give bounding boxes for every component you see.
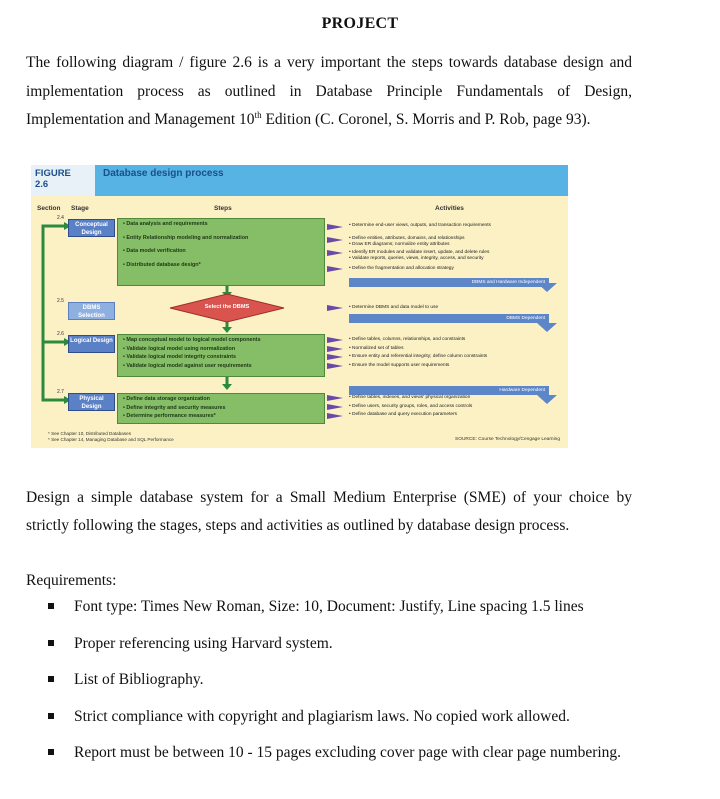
activity-item: • Define entities, attributes, domains, and relationships: [349, 235, 465, 241]
activity-arrow: [327, 413, 343, 419]
activity-arrow: [327, 346, 343, 352]
activity-item: • Define users, security groups, roles, and access controls: [349, 403, 473, 409]
activity-arrow: [327, 337, 343, 343]
figure-title: Database design process: [103, 168, 224, 179]
bullet-icon: [48, 640, 54, 646]
activity-item: • Ensure entity and referential integrity; define column constraints: [349, 354, 488, 359]
task-paragraph: Design a simple database system for a Small Medium Enterprise (SME) of your choice by strictly following the stages, steps and activities as outlined by database design process.: [26, 489, 632, 534]
list-item: Strict compliance with copyright and plagiarism laws. No copied work allowed.: [42, 707, 632, 726]
list-item: Proper referencing using Harvard system.: [42, 634, 632, 653]
list-item: Report must be between 10 - 15 pages excluding cover page with clear page numbering.: [42, 743, 632, 762]
loop-connector: [43, 226, 68, 400]
figure-source: SOURCE: Course Technology/Cengage Learning: [455, 437, 560, 442]
flow-arrow-3: [222, 384, 232, 390]
step-item: • Data analysis and requirements: [123, 221, 208, 227]
activity-item: • Normalized set of tables: [349, 345, 404, 351]
dependency-bar-hardware-dependent: Hardware Dependent: [349, 386, 549, 395]
section-number: 2.5: [57, 298, 64, 304]
list-item: Font type: Times New Roman, Size: 10, Document: Justify, Line spacing 1.5 lines: [42, 597, 632, 616]
activity-arrow: [327, 237, 343, 243]
requirements-list: [42, 597, 632, 780]
activity-item: • Ensure the model supports user requirements: [349, 362, 450, 368]
dependency-bar-independent: DBMS and Hardware Independent: [349, 278, 549, 287]
stage-physical-design: Physical Design: [68, 393, 115, 411]
section-number: 2.7: [57, 389, 64, 395]
dependency-down-arrow: [537, 323, 557, 332]
stage-conceptual-design: Conceptual Design: [68, 219, 115, 237]
steps-logical-design: [117, 334, 325, 377]
activity-item: • Define database and query execution parameters: [349, 412, 458, 417]
figure-label: FIGURE 2.6: [31, 165, 97, 196]
activity-item: • Determine DBMS and data model to use: [349, 305, 439, 310]
col-header-stage: Stage: [71, 205, 89, 212]
activity-arrow: [327, 250, 343, 256]
step-item: • Validate logical model against user requirements: [123, 362, 252, 369]
stage-logical-design: Logical Design: [68, 335, 115, 353]
activity-item: • Define tables, columns, relationships, and constraints: [349, 337, 466, 342]
col-header-activities: Activities: [435, 205, 464, 212]
steps-conceptual-design: [117, 218, 325, 286]
page-title: PROJECT: [321, 15, 399, 32]
section-number: 2.4: [57, 215, 64, 221]
list-item: List of Bibliography.: [42, 670, 632, 689]
step-item: • Map conceptual model to logical model components: [123, 337, 261, 343]
step-item: • Entity Relationship modeling and normalization: [123, 234, 249, 241]
step-item: • Define data storage organization: [123, 396, 210, 402]
activity-item: • Validate reports, queries, views, integrity, access, and security: [349, 256, 484, 261]
database-design-figure: [31, 165, 568, 448]
activity-arrow: [327, 224, 343, 230]
flow-arrow-2: [222, 327, 232, 333]
activity-item: • Define the fragmentation and allocation strategy: [349, 265, 454, 271]
section-number: 2.6: [57, 331, 64, 337]
step-item: • Validate logical model integrity constraints: [123, 354, 237, 360]
step-item: • Validate logical model using normalization: [123, 345, 236, 352]
steps-physical-design: [117, 393, 325, 424]
select-dbms-label: Select the DBMS: [204, 304, 250, 310]
activity-arrow: [327, 404, 343, 410]
bullet-icon: [48, 676, 54, 682]
activities-dbms-selection: [349, 305, 564, 312]
activity-item: • Determine end-user views, outputs, and transaction requirements: [349, 223, 491, 228]
activities-logical-design: [349, 337, 564, 369]
activity-arrow: [327, 305, 343, 311]
activity-arrow: [327, 363, 343, 369]
activity-arrow: [327, 266, 343, 272]
step-item: • Data model verification: [123, 248, 186, 254]
activity-arrow: [327, 395, 343, 401]
bullet-icon: [48, 603, 54, 609]
activity-item: • Draw ER diagrams; normalize entity attributes: [349, 242, 450, 247]
intro-paragraph: The following diagram / figure 2.6 is a very important the steps towards database design and implementation process as outlined in Database Principle Fundamentals of Design, Implementation and Management 10th Edition (C. Coronel, S. Morris and P. Rob, page 93).: [26, 54, 632, 128]
bullet-icon: [48, 713, 54, 719]
activities-conceptual-design: [349, 223, 564, 272]
requirements-heading: Requirements:: [26, 572, 117, 589]
activity-item: • Define tables, indexes, and views' physical organization: [349, 395, 471, 400]
figure-note: * See Chapter 10, Distributed Databases: [48, 431, 131, 436]
dependency-bar-dbms-dependent: DBMS Dependent: [349, 314, 549, 323]
col-header-section: Section: [37, 205, 61, 212]
step-item: • Define integrity and security measures: [123, 404, 226, 411]
step-item: • Determine performance measures*: [123, 413, 216, 419]
stage-dbms-selection: DBMS Selection: [68, 302, 115, 320]
figure-note: * See Chapter 14, Managing Database and SQL Performance: [48, 436, 174, 442]
col-header-steps: Steps: [214, 205, 232, 212]
figure-notes: [48, 431, 174, 442]
step-item: • Distributed database design*: [123, 261, 201, 268]
activities-physical-design: [349, 395, 564, 419]
activity-item: • Identify ER modules and validate insert, update, and delete rules: [349, 249, 490, 255]
activity-arrow: [327, 354, 343, 360]
bullet-icon: [48, 749, 54, 755]
